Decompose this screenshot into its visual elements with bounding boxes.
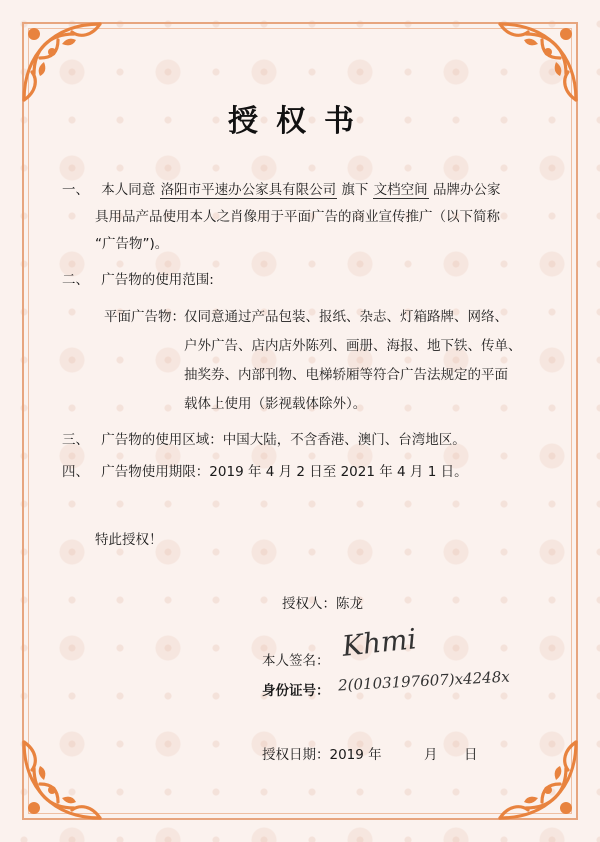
id-number-label: 身份证号： bbox=[262, 683, 330, 699]
item-1-line-1 bbox=[62, 180, 500, 200]
handwritten-id-number: 2(0103197607)x4248x bbox=[337, 667, 511, 695]
item-number: 二、 bbox=[62, 272, 89, 288]
company-name: 洛阳市平速办公家具有限公司 bbox=[160, 182, 337, 198]
handwritten-signature: Khmi bbox=[340, 622, 418, 663]
item-number: 三、 bbox=[62, 432, 89, 448]
item-1-pre: 本人同意 bbox=[101, 182, 156, 198]
item-2-scope-line: 仅同意通过产品包装、报纸、杂志、灯箱路牌、网络、 bbox=[184, 309, 508, 325]
item-2-scope-line: 户外广告、店内店外陈列、画册、海报、地下铁、传单、 bbox=[184, 338, 522, 354]
item-2-sub-label: 平面广告物： bbox=[104, 309, 185, 325]
corner-ornament-icon bbox=[490, 732, 586, 828]
item-2-scope-line: 载体上使用（影视载体除外）。 bbox=[184, 396, 367, 412]
authorization-date-label: 授权日期：2019 年 bbox=[262, 747, 382, 763]
item-1-line-2: 具用品产品使用本人之肖像用于平面广告的商业宣传推广（以下简称 bbox=[95, 209, 500, 225]
month-label: 月 bbox=[424, 747, 438, 763]
item-1-line-3: “广告物”)。 bbox=[95, 236, 169, 252]
item-2-scope-line: 抽奖券、内部刊物、电梯轿厢等符合广告法规定的平面 bbox=[184, 367, 508, 383]
corner-ornament-icon bbox=[14, 732, 110, 828]
item-1-mid: 旗下 bbox=[341, 182, 369, 198]
item-1-post: 品牌办公家 bbox=[432, 182, 501, 198]
item-3 bbox=[62, 430, 466, 450]
item-2-heading bbox=[62, 270, 214, 290]
item-4-text: 广告物使用期限：2019 年 4 月 2 日至 2021 年 4 月 1 日。 bbox=[101, 464, 468, 480]
signature-label: 本人签名： bbox=[262, 653, 330, 669]
item-4 bbox=[62, 462, 468, 482]
grantor-name: 授权人：陈龙 bbox=[282, 596, 363, 612]
brand-name: 文档空间 bbox=[373, 182, 428, 198]
day-label: 日 bbox=[464, 747, 478, 763]
item-2-label: 广告物的使用范围: bbox=[101, 272, 214, 288]
item-number: 一、 bbox=[62, 182, 89, 198]
document-title: 授权书 bbox=[228, 104, 372, 139]
item-number: 四、 bbox=[62, 464, 89, 480]
closing-statement: 特此授权！ bbox=[95, 532, 163, 548]
item-3-text: 广告物的使用区域：中国大陆，不含香港、澳门、台湾地区。 bbox=[101, 432, 466, 448]
